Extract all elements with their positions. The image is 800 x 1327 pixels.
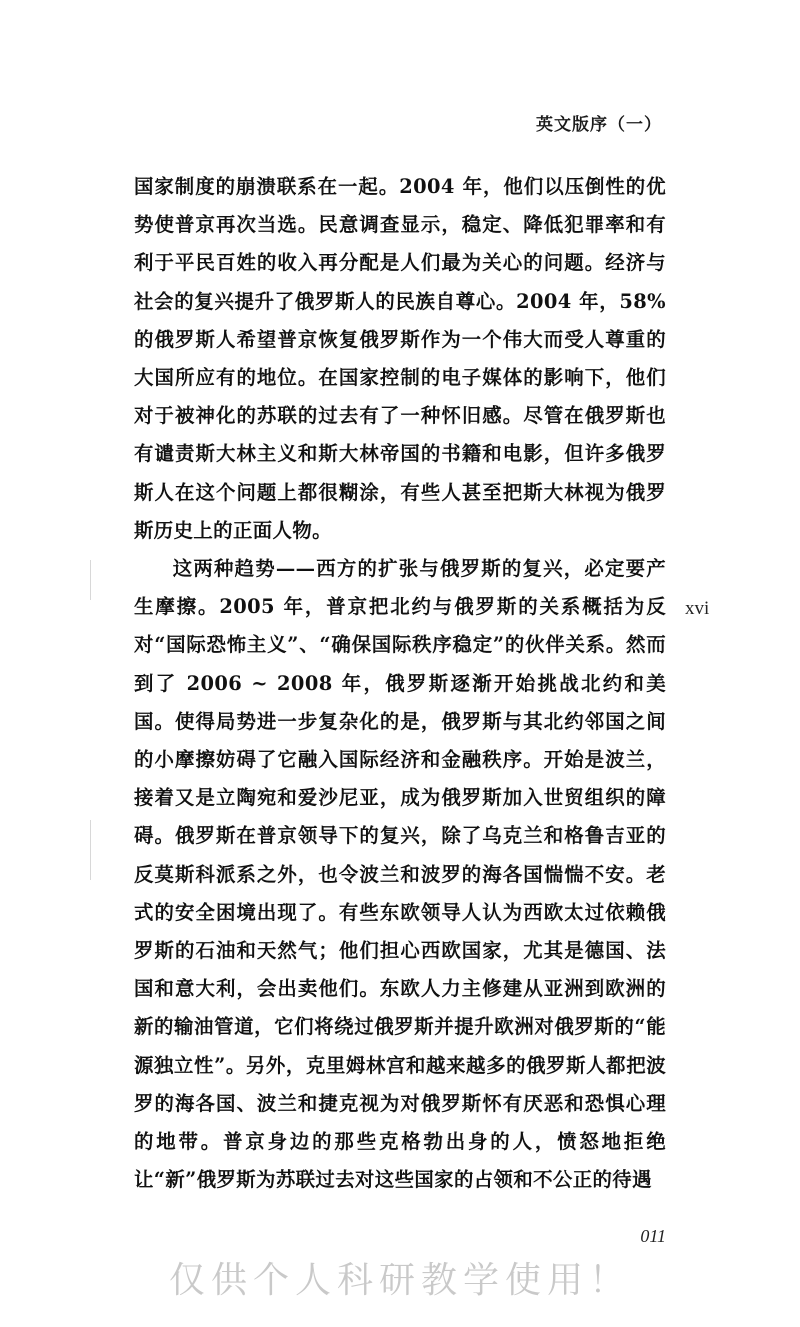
paragraph: 这两种趋势——西方的扩张与俄罗斯的复兴，必定要产生摩擦。2005 年，普京把北约与俄罗斯的关系概括为反对“国际恐怖主义”、“确保国际秩序稳定”的伙伴关系。然而到了 2006 ~ 2008 年，俄罗斯逐渐开始挑战北约和美国。使得局势进一步复杂化的是，俄罗斯与其北约邻国之间的小摩擦妨碍了它融入国际经济和金融秩序。开始是波兰，接着又是立陶宛和爱沙尼亚，成为俄罗斯加入世贸组织的障碍。俄罗斯在普京领导下的复兴，除了乌克兰和格鲁吉亚的反莫斯科派系之外，也令波兰和波罗的海各国惴惴不安。老式的安全困境出现了。有些东欧领导人认为西欧太过依赖俄罗斯的石油和天然气；他们担心西欧国家，尤其是德国、法国和意大利，会出卖他们。东欧人力主修建从亚洲到欧洲的新的输油管道，它们将绕过俄罗斯并提升欧洲对俄罗斯的“能源独立性”。另外，克里姆林宫和越来越多的俄罗斯人都把波罗的海各国、波兰和捷克视为对俄罗斯怀有厌恶和恐惧心理的地带。普京身边的那些克格勃出身的人，愤怒地拒绝让“新”俄罗斯为苏联过去对这些国家的占领和不公正的待遇 [134,557,666,1192]
page-number: 011 [640,1226,666,1246]
running-header [536,110,662,135]
margin-page-reference: xvi [685,598,710,619]
running-title: 英文版序（一） [536,115,662,135]
scan-artifact [90,820,91,880]
watermark: 仅供个人科研教学使用！ [168,1260,631,1301]
body-text [134,168,666,1199]
scan-artifact [90,560,91,600]
paragraph: 国家制度的崩溃联系在一起。2004 年，他们以压倒性的优势使普京再次当选。民意调查显示，稳定、降低犯罪率和有利于平民百姓的收入再分配是人们最为关心的问题。经济与社会的复兴提升了俄罗斯人的民族自尊心。2004 年，58% 的俄罗斯人希望普京恢复俄罗斯作为一个伟大而受人尊重的大国所应有的地位。在国家控制的电子媒体的影响下，他们对于被神化的苏联的过去有了一种怀旧感。尽管在俄罗斯也有谴责斯大林主义和斯大林帝国的书籍和电影，但许多俄罗斯人在这个问题上都很糊涂，有些人甚至把斯大林视为俄罗斯历史上的正面人物。 [134,175,666,542]
